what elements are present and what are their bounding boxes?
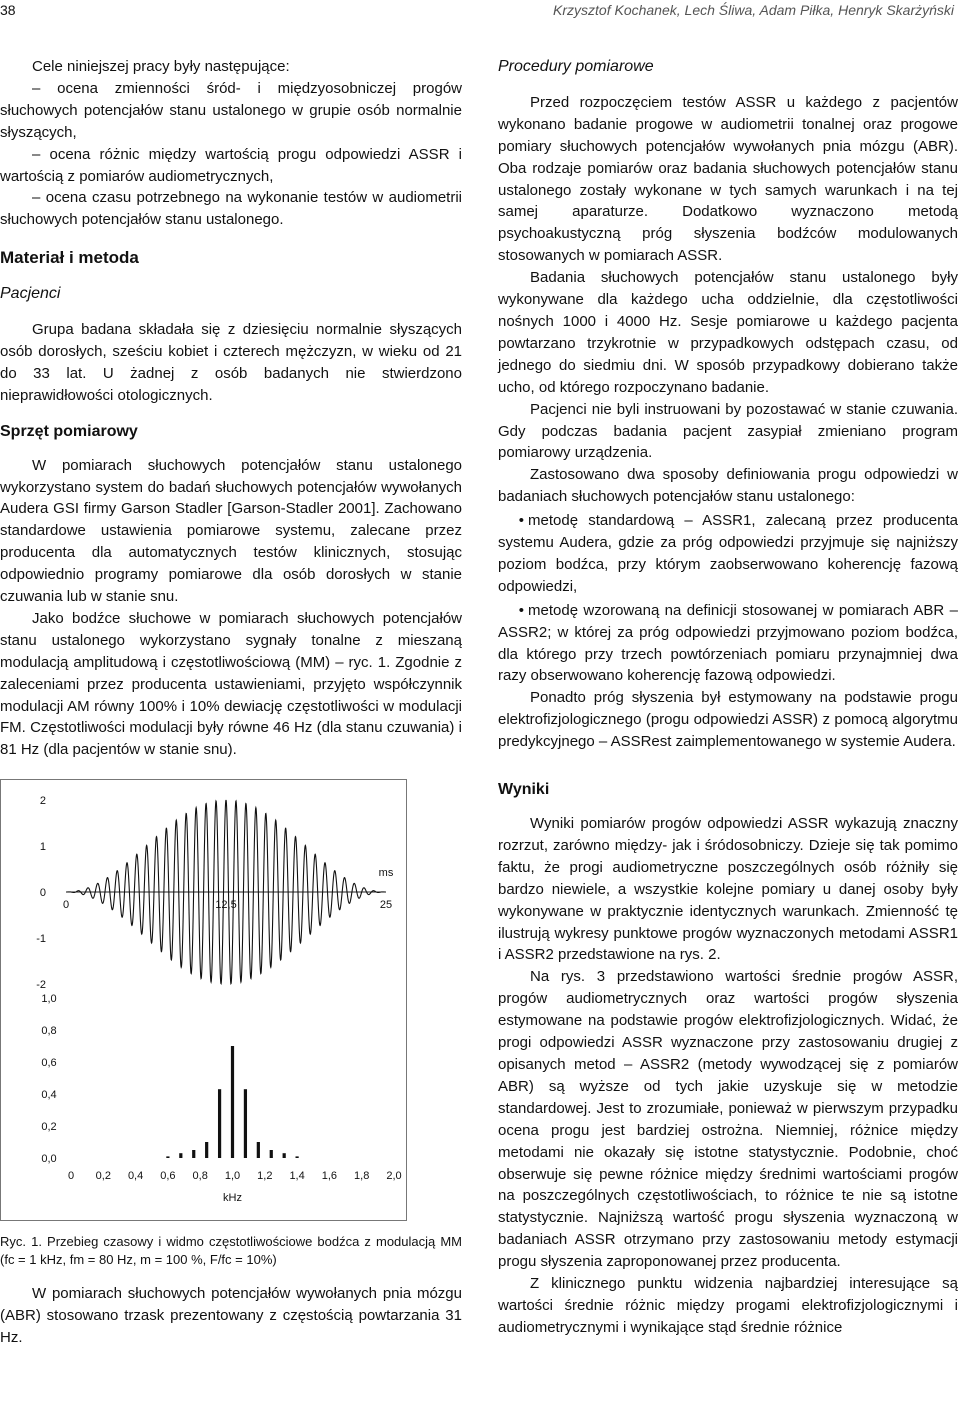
procedures-paragraph-1: Przed rozpoczęciem testów ASSR u każdego z pacjentów wykonano badanie progowe w audiometrii tonalnej oraz progowe pomiary słuchowych potencjałów wywołanych pnia mózgu (ABR). Oba rodzaje pomiarów oraz badania słuchowych potencjałów stanu ustalonego zostały wykonane w tych samych warunkach i na tej samej aparaturze. Dodatkowo wyznaczono metodą psychoakustyczną próg słyszenia bodźców modulowanych stosowanych w pomiarach ASSR.	[498, 93, 958, 265]
waveform-y-tick-label: 1	[39, 841, 46, 854]
waveform-x-tick-label: 0	[62, 899, 70, 912]
spectrum-bar	[257, 1142, 260, 1158]
page-number: 38	[0, 2, 16, 18]
heading-patients: Pacjenci	[0, 285, 61, 303]
spectrum-x-tick-label: 2,0	[386, 1170, 402, 1183]
heading-results: Wyniki	[498, 781, 550, 799]
spectrum-x-tick-label: 1,2	[257, 1170, 273, 1183]
procedures-paragraph-5: Ponadto próg słyszenia był estymowany na podstawie progu elektrofizjologicznego (progu odpowiedzi ASSR) z pomocą algorytmu predykcyjnego – ASSRest zaimplementowanego w systemie Audera.	[498, 689, 958, 751]
aim-item-2: – ocena różnic między wartością progu odpowiedzi ASSR i wartością z pomiarów audiometrycznych,	[0, 145, 462, 185]
spectrum-bar	[166, 1157, 169, 1159]
spectrum-x-tick-label: 1,8	[354, 1170, 370, 1183]
left-column	[0, 56, 462, 1349]
heading-methods: Materiał i metoda	[0, 248, 139, 268]
spectrum-x-tick-label: 1,4	[289, 1170, 305, 1183]
spectrum-bar	[270, 1150, 273, 1158]
spectrum-bar	[296, 1157, 299, 1159]
aim-item-1: – ocena zmienności śród- i międzyosobniczej progów słuchowych potencjałów stanu ustalonego w grupie osób normalnie słyszących,	[0, 79, 462, 141]
spectrum-x-tick-label: 0,4	[127, 1170, 144, 1183]
procedures-paragraph-3: Pacjenci nie byli instruowani by pozostawać w stanie czuwania. Gdy podczas badania pacjent zasypiał zmieniano program pomiarowy urządzenia.	[498, 400, 958, 462]
spectrum-x-tick-label: 0	[67, 1170, 75, 1183]
equipment-paragraph-2: Jako bodźce słuchowe w pomiarach słuchowych potencjałów stanu ustalonego wykorzystano sygnały tonalne z mieszaną modulacją amplitudową i częstotliwościową (MM) – ryc. 1. Zgodnie z zaleceniami przez producenta ustawieniami, przyjęto współczynnik modulacji AM równy 100% i 10% dewiację częstotliwości w modulacji FM. Częstotliwości modulacji były równe 46 Hz (dla stanu czuwania) i 81 Hz (dla pacjentów w stanie snu).	[0, 609, 462, 759]
spectrum-y-tick-label: 0,6	[41, 1057, 57, 1070]
page-header	[0, 2, 960, 24]
procedures-paragraph-2: Badania słuchowych potencjałów stanu ustalonego były wykonywane dla każdego ucha oddzielnie, dla częstotliwości nośnych 1000 i 4000 Hz. Sesje pomiarowe u każdego pacjenta powtarzano trzykrotnie w przypadkowych odstępach czasu, od jednego do siedmiu dni. W sposób przypadkowy dobierano także ucho, od którego rozpoczynano badanie.	[498, 269, 958, 396]
spectrum-x-tick-label: 0,8	[192, 1170, 208, 1183]
spectrum-bar	[283, 1153, 286, 1158]
waveform-y-tick-label: -1	[36, 933, 46, 946]
heading-equipment: Sprzęt pomiarowy	[0, 422, 138, 440]
results-paragraph-2: Na rys. 3 przedstawiono wartości średnie progów ASSR, progów audiometrycznych oraz wartości progów słyszenia estymowane na podstawie progów elektrofizjologicznych. Widać, że progi odpowiedzi ASSR wyznaczone przy zastosowaniu drugiej z opisanych metod – ASSR2 (metody wywodzącej się z pomiarów ABR) są wyższe od tych jakie uzyskuje się w metodzie standardowej. Jest to zrozumiałe, ponieważ w pierwszym przypadku ocena progu jest bardziej ostrożna. Niemniej, różnice między metodami nie okazały się istotne statystycznie. Podobnie, choć obserwuje się pewne różnice między średnimi wartościami progów na poszczególnych częstotliwościach, to różnice te nie są istotne statystycznie. Najniższą wartość progu słyszenia wyznaczoną w badaniach ASSR otrzymano przy zastosowaniu metody estymacji progu słyszenia zaproponowanej przez producenta.	[498, 968, 958, 1271]
spectrum-bar	[244, 1089, 247, 1158]
figure-1-caption: Ryc. 1. Przebieg czasowy i widmo częstotliwościowe bodźca z modulacją MM (fc = 1 kHz, fm = 80 Hz, m = 100 %, F/fc = 10%)	[0, 1234, 462, 1268]
bullet-item-2: • metodę wzorowaną na definicji stosowanej w pomiarach ABR – ASSR2; w której za próg odpowiedzi przyjmowano poziom bodźca, dla którego przy trzech powtórzeniach pomiaru przynajmniej dwa razy obserwowano koherencję fazową odpowiedzi.	[498, 601, 958, 685]
spectrum-x-unit-label: kHz	[223, 1192, 242, 1205]
spectrum-y-tick-label: 0,4	[41, 1089, 57, 1102]
equipment-paragraph-1: W pomiarach słuchowych potencjałów stanu ustalonego wykorzystano system do badań słuchowych potencjałów wywołanych Audera GSI firmy Garson Stadler [Garson-Stadler 2001]. Zachowano standardowe ustawienia pomiarowe systemu, zalecane przez producenta dla automatycznych testów klinicznych, stosując odpowiednio programy pomiarowe dla osób dorosłych w stanie czuwania lub w stanie snu.	[0, 456, 462, 606]
waveform-x-unit-label: ms	[378, 867, 394, 880]
bullet-item-1: • metodę standardową – ASSR1, zalecaną przez producenta systemu Audera, gdzie za próg odpowiedzi przyjmuje się najniższy poziom bodźca, przy którym zaobserwowano koherencję fazową odpowiedzi,	[498, 512, 958, 595]
aim-item-3: – ocena czasu potrzebnego na wykonanie testów w audiometrii słuchowych potencjałów stanu ustalonego.	[0, 189, 462, 229]
spectrum-x-tick-label: 1,0	[224, 1170, 241, 1183]
spectrum-bar	[179, 1153, 182, 1158]
spectrum-x-tick-label: 1,6	[321, 1170, 338, 1183]
spectrum-x-tick-label: 0,6	[160, 1170, 176, 1183]
waveform-y-tick-label: 0	[39, 887, 46, 900]
spectrum-y-tick-label: 1,0	[41, 993, 57, 1006]
running-authors: Krzysztof Kochanek, Lech Śliwa, Adam Piłka, Henryk Skarżyński	[553, 2, 954, 18]
results-paragraph-1: Wyniki pomiarów progów odpowiedzi ASSR wykazują znaczny rozrzut, zarówno między- jak i śródosobniczy. Dzieje się tak pomimo faktu, że progi audiometryczne poszczególnych osób różniły się bardzo niewiele, a wszystkie kolejne pomiary u danej osoby były wykonywane w praktycznie identycznych warunkach. Zmienność tę ilustrują wykresy punktowe progów wyznaczonych metodami ASSR1 i ASSR2 przedstawione na rys. 2.	[498, 815, 958, 964]
waveform-y-tick-label: 2	[39, 795, 46, 808]
waveform-x-tick-label: 12,5	[215, 899, 237, 912]
results-paragraph-3: Z klinicznego punktu widzenia najbardziej interesujące są wartości średnie różnic między progami elektrofizjologicznymi i audiometrycznymi i wynikające stąd średnie różnice	[498, 1275, 958, 1336]
spectrum-y-tick-label: 0,2	[41, 1121, 57, 1134]
figure-1-graphics	[1, 780, 406, 1220]
heading-procedures: Procedury pomiarowe	[498, 58, 654, 75]
spectrum-y-tick-label: 0,0	[41, 1153, 57, 1166]
spectrum-bar	[231, 1046, 234, 1158]
procedures-paragraph-4: Zastosowano dwa sposoby definiowania progu odpowiedzi w badaniach słuchowych potencjałów stanu ustalonego:	[498, 466, 958, 506]
bullet-dot-icon: •	[518, 601, 524, 619]
figure-1	[0, 779, 407, 1221]
spectrum-x-tick-label: 0,2	[95, 1170, 111, 1183]
spectrum-bar	[205, 1142, 208, 1158]
waveform-x-tick-label: 25	[379, 899, 393, 912]
right-column	[498, 56, 958, 1339]
spectrum-y-tick-label: 0,8	[41, 1025, 57, 1038]
waveform-y-tick-label: -2	[36, 979, 46, 992]
aims-intro: Cele niniejszej pracy były następujące:	[32, 58, 290, 75]
patients-paragraph: Grupa badana składała się z dziesięciu normalnie słyszących osób dorosłych, sześciu kobiet i czterech mężczyzn, w wieku od 21 do 33 lat. U żadnej z osób badanych nie stwierdzono nieprawidłowości otologicznych.	[0, 321, 462, 404]
abr-paragraph: W pomiarach słuchowych potencjałów wywołanych pnia mózgu (ABR) stosowano trzask prezentowany z częstością powtarzania 31 Hz.	[0, 1285, 462, 1347]
spectrum-bar	[218, 1089, 221, 1158]
bullet-dot-icon: •	[518, 512, 524, 530]
spectrum-bar	[192, 1150, 195, 1158]
